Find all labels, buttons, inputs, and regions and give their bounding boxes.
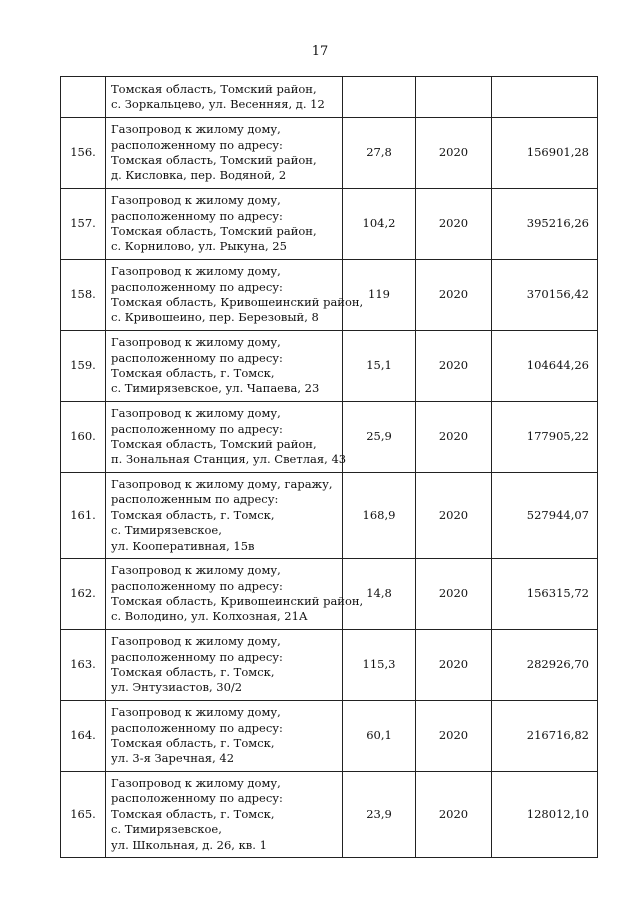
commission-year: 2020 bbox=[416, 630, 492, 701]
commission-year: 2020 bbox=[416, 260, 492, 331]
table-row bbox=[61, 701, 598, 772]
book-value: 282926,70 bbox=[492, 630, 598, 701]
description-line: Газопровод к жилому дому, bbox=[111, 634, 281, 649]
description-line: с. Зоркальцево, ул. Весенняя, д. 12 bbox=[111, 97, 325, 111]
description-line: Газопровод к жилому дому, гаражу, bbox=[111, 476, 333, 491]
description-line: ул. Энтузиастов, 30/2 bbox=[111, 680, 243, 695]
row-number: 159. bbox=[61, 331, 106, 402]
gas-pipeline-table bbox=[60, 76, 598, 858]
book-value: 156901,28 bbox=[492, 118, 598, 189]
row-number: 164. bbox=[61, 701, 106, 772]
pipeline-length: 60,1 bbox=[343, 701, 416, 772]
table-row bbox=[61, 630, 598, 701]
description-line: с. Тимирязевское, ул. Чапаева, 23 bbox=[111, 381, 320, 396]
description-line: Газопровод к жилому дому, bbox=[111, 705, 281, 720]
description-line: расположенному по адресу: bbox=[111, 279, 283, 294]
description-line: расположенным по адресу: bbox=[111, 492, 279, 507]
commission-year: 2020 bbox=[416, 402, 492, 473]
page-number: 17 bbox=[311, 44, 329, 59]
pipeline-length: 23,9 bbox=[343, 772, 416, 858]
commission-year: 2020 bbox=[416, 701, 492, 772]
description-line: Томская область, Томский район, bbox=[111, 224, 317, 238]
description-line: расположенному по адресу: bbox=[111, 649, 283, 664]
table-body bbox=[61, 77, 598, 858]
description-line: с. Володино, ул. Колхозная, 21А bbox=[111, 609, 308, 624]
pipeline-length: 104,2 bbox=[343, 189, 416, 260]
book-value: 156315,72 bbox=[492, 559, 598, 630]
object-description bbox=[106, 260, 364, 331]
book-value bbox=[492, 77, 598, 118]
description-line: расположенному по адресу: bbox=[111, 421, 283, 436]
description-line: п. Зональная Станция, ул. Светлая, 43 bbox=[111, 452, 347, 467]
row-number: 165. bbox=[61, 772, 106, 858]
description-line: ул. 3-я Заречная, 42 bbox=[111, 751, 235, 766]
description-line: Газопровод к жилому дому, bbox=[111, 406, 281, 421]
description-line: Газопровод к жилому дому, bbox=[111, 563, 281, 578]
table-row bbox=[61, 473, 598, 559]
commission-year: 2020 bbox=[416, 331, 492, 402]
description-line: Томская область, Томский район, bbox=[111, 153, 317, 167]
description-line: расположенному по адресу: bbox=[111, 350, 283, 365]
description-line: Томская область, г. Томск, bbox=[111, 507, 275, 522]
pipeline-length: 14,8 bbox=[343, 559, 416, 630]
object-description bbox=[106, 473, 343, 559]
table-row bbox=[61, 559, 598, 630]
table-row bbox=[61, 772, 598, 858]
book-value: 395216,26 bbox=[492, 189, 598, 260]
table-row bbox=[61, 260, 598, 331]
pipeline-length: 27,8 bbox=[343, 118, 416, 189]
description-line: Газопровод к жилому дому, bbox=[111, 122, 281, 137]
commission-year: 2020 bbox=[416, 189, 492, 260]
table-row bbox=[61, 189, 598, 260]
commission-year: 2020 bbox=[416, 772, 492, 858]
description-line: с. Тимирязевское, bbox=[111, 822, 222, 837]
object-description bbox=[106, 772, 343, 858]
description-line: Томская область, г. Томск, bbox=[111, 665, 275, 679]
object-description bbox=[106, 118, 343, 189]
pipeline-length: 119 bbox=[343, 260, 416, 331]
commission-year: 2020 bbox=[416, 473, 492, 559]
description-line: Томская область, г. Томск, bbox=[111, 736, 275, 750]
object-description bbox=[106, 189, 343, 260]
commission-year: 2020 bbox=[416, 118, 492, 189]
book-value: 177905,22 bbox=[492, 402, 598, 473]
object-description bbox=[106, 331, 343, 402]
description-line: Томская область, Кривошеинский район, bbox=[111, 594, 364, 608]
description-line: Томская область, Кривошеинский район, bbox=[111, 295, 364, 309]
description-line: расположенному по адресу: bbox=[111, 208, 283, 223]
description-line: ул. Школьная, д. 26, кв. 1 bbox=[111, 837, 267, 852]
row-number bbox=[61, 77, 106, 118]
object-description bbox=[106, 559, 364, 630]
book-value: 216716,82 bbox=[492, 701, 598, 772]
commission-year bbox=[416, 77, 492, 118]
row-number: 161. bbox=[61, 473, 106, 559]
pipeline-length: 115,3 bbox=[343, 630, 416, 701]
book-value: 128012,10 bbox=[492, 772, 598, 858]
description-line: ул. Кооперативная, 15в bbox=[111, 538, 255, 553]
description-line: Томская область, Томский район, bbox=[111, 81, 317, 96]
commission-year: 2020 bbox=[416, 559, 492, 630]
description-line: Газопровод к жилому дому, bbox=[111, 193, 281, 208]
row-number: 163. bbox=[61, 630, 106, 701]
pipeline-length: 15,1 bbox=[343, 331, 416, 402]
description-line: расположенному по адресу: bbox=[111, 791, 283, 806]
description-line: расположенному по адресу: bbox=[111, 720, 283, 735]
description-line: Томская область, г. Томск, bbox=[111, 366, 275, 380]
book-value: 527944,07 bbox=[492, 473, 598, 559]
table-row bbox=[61, 77, 598, 118]
description-line: Газопровод к жилому дому, bbox=[111, 264, 281, 279]
description-line: д. Кисловка, пер. Водяной, 2 bbox=[111, 168, 287, 183]
object-description bbox=[106, 701, 343, 772]
object-description bbox=[106, 77, 343, 118]
table-row bbox=[61, 118, 598, 189]
row-number: 160. bbox=[61, 402, 106, 473]
pipeline-length bbox=[343, 77, 416, 118]
table-row bbox=[61, 331, 598, 402]
description-line: с. Тимирязевское, bbox=[111, 523, 222, 538]
description-line: Газопровод к жилому дому, bbox=[111, 335, 281, 350]
pipeline-length: 25,9 bbox=[343, 402, 416, 473]
description-line: расположенному по адресу: bbox=[111, 578, 283, 593]
row-number: 156. bbox=[61, 118, 106, 189]
description-line: с. Кривошеино, пер. Березовый, 8 bbox=[111, 310, 319, 325]
book-value: 104644,26 bbox=[492, 331, 598, 402]
book-value: 370156,42 bbox=[492, 260, 598, 331]
row-number: 157. bbox=[61, 189, 106, 260]
row-number: 162. bbox=[61, 559, 106, 630]
object-description bbox=[106, 630, 343, 701]
description-line: расположенному по адресу: bbox=[111, 137, 283, 152]
description-line: Томская область, г. Томск, bbox=[111, 806, 275, 821]
description-line: Томская область, Томский район, bbox=[111, 437, 317, 451]
pipeline-length: 168,9 bbox=[343, 473, 416, 559]
object-description bbox=[106, 402, 347, 473]
description-line: Газопровод к жилому дому, bbox=[111, 775, 281, 790]
row-number: 158. bbox=[61, 260, 106, 331]
table-row bbox=[61, 402, 598, 473]
description-line: с. Корнилово, ул. Рыкуна, 25 bbox=[111, 239, 287, 254]
